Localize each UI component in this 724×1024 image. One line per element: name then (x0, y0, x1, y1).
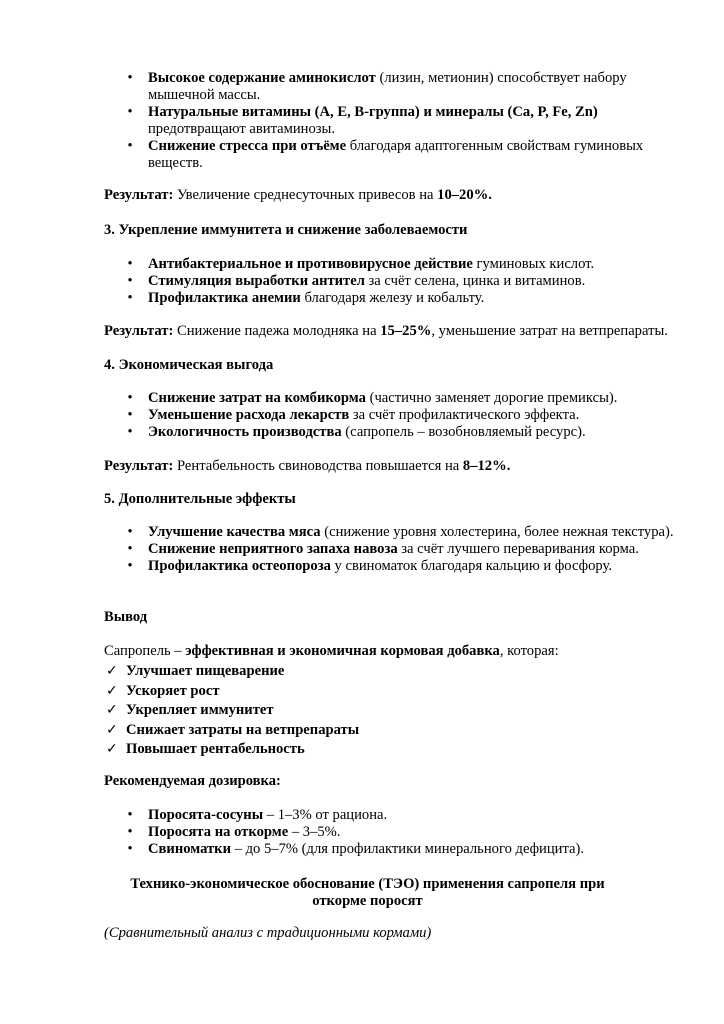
result-mortality: Результат: Снижение падежа молодняка на 15–25%, уменьшение затрат на ветпрепараты. (104, 323, 668, 339)
list-item: • Поросята на откорме – 3–5%. (127, 824, 341, 840)
section-economy-list (104, 390, 679, 441)
list-item: • Антибактериальное и противовирусное действие гуминовых кислот. (127, 256, 595, 272)
list-item: • Экологичность производства (сапропель – возобновляемый ресурс). (127, 424, 586, 440)
section-extra-list (104, 524, 679, 575)
dosage-list (104, 807, 679, 858)
section-immunity-list (104, 256, 679, 307)
check-item: ✓ Укрепляет иммунитет (104, 701, 679, 721)
nutrition-list-section (104, 70, 679, 172)
list-item: • Профилактика остеопороза у свиноматок благодаря кальцию и фосфору. (127, 558, 612, 574)
check-icon: ✓ (106, 702, 118, 719)
teo-title: Технико-экономическое обоснование (ТЭО) применения сапропеля при откорме поросят (130, 876, 605, 909)
conclusion-intro: Сапропель – эффективная и экономичная кормовая добавка, которая: (104, 643, 559, 659)
check-item: ✓ Улучшает пищеварение (104, 662, 679, 682)
check-icon: ✓ (106, 741, 118, 758)
result-profitability: Результат: Рентабельность свиноводства повышается на 8–12%. (104, 458, 511, 474)
dosage-heading: Рекомендуемая дозировка: (104, 773, 281, 789)
list-item: • Поросята-сосуны – 1–3% от рациона. (127, 807, 388, 823)
check-icon: ✓ (106, 682, 118, 699)
section-extra-heading: 5. Дополнительные эффекты (104, 491, 296, 507)
list-item: • Снижение неприятного запаха навоза за счёт лучшего переваривания корма. (127, 541, 639, 557)
list-item: • Уменьшение расхода лекарств за счёт профилактического эффекта. (127, 407, 580, 423)
teo-subtitle: (Сравнительный анализ с традиционными кормами) (104, 925, 432, 941)
conclusion-heading: Вывод (104, 609, 148, 625)
check-item: ✓ Повышает рентабельность (104, 740, 679, 760)
check-item: ✓ Снижает затраты на ветпрепараты (104, 721, 679, 741)
conclusion-checklist (104, 662, 679, 760)
check-icon: ✓ (106, 663, 118, 679)
result-weight-gain: Результат: Увеличение среднесуточных привесов на 10–20%. (104, 187, 492, 203)
list-item: • Натуральные витамины (A, E, B-группа) и минералы (Ca, P, Fe, Zn) предотвращают авитаминозы. (127, 104, 598, 137)
list-item: • Высокое содержание аминокислот (лизин, метионин) способствует набору мышечной массы. (127, 70, 627, 103)
section-immunity-heading: 3. Укрепление иммунитета и снижение заболеваемости (104, 222, 468, 238)
list-item: • Профилактика анемии благодаря железу и кобальту. (127, 290, 485, 306)
list-item: • Стимуляция выработки антител за счёт селена, цинка и витаминов. (127, 273, 586, 289)
section-economy-heading: 4. Экономическая выгода (104, 357, 274, 373)
nutrition-list (104, 70, 679, 172)
check-icon: ✓ (106, 721, 118, 738)
list-item: • Снижение стресса при отъёме благодаря адаптогенным свойствам гуминовых веществ. (127, 138, 644, 171)
list-item: • Улучшение качества мяса (снижение уровня холестерина, более нежная текстура). (127, 524, 674, 540)
list-item: • Снижение затрат на комбикорма (частично заменяет дорогие премиксы). (127, 390, 618, 406)
list-item: • Свиноматки – до 5–7% (для профилактики минерального дефицита). (127, 841, 585, 857)
check-item: ✓ Ускоряет рост (104, 682, 679, 702)
